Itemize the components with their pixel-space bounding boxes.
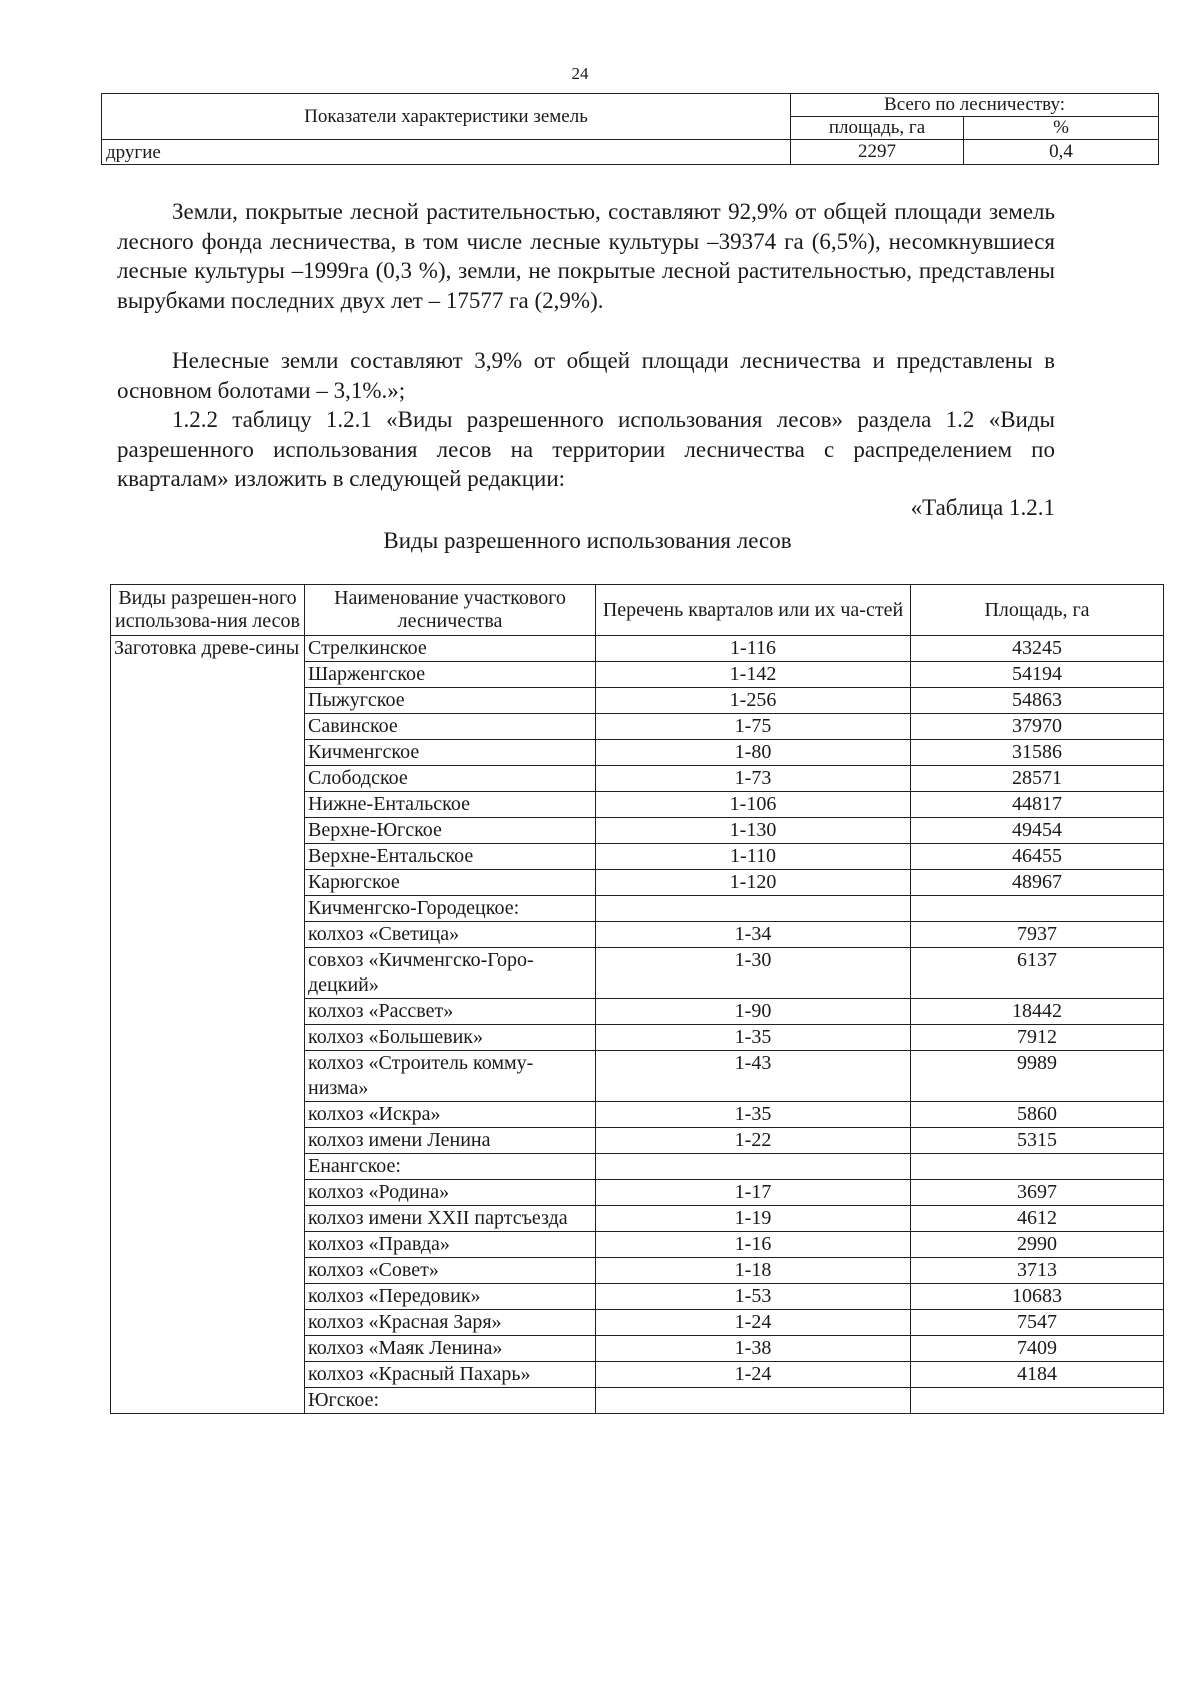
quarters-cell: 1-24 xyxy=(596,1310,911,1336)
quarters-cell: 1-130 xyxy=(596,818,911,844)
area-cell: 2990 xyxy=(911,1232,1164,1258)
quarters-cell: 1-256 xyxy=(596,688,911,714)
quarters-cell: 1-18 xyxy=(596,1258,911,1284)
header-quarters: Перечень кварталов или их ча-стей xyxy=(596,585,911,636)
area-cell: 7937 xyxy=(911,922,1164,948)
quarters-cell: 1-17 xyxy=(596,1180,911,1206)
summary-row xyxy=(102,140,1159,165)
area-cell: 5315 xyxy=(911,1128,1164,1154)
area-cell: 6137 xyxy=(911,948,1164,999)
forestry-name-cell: колхоз «Рассвет» xyxy=(305,999,596,1025)
forestry-name-cell: колхоз «Искра» xyxy=(305,1102,596,1128)
area-cell: 54863 xyxy=(911,688,1164,714)
paragraph-forest-cover xyxy=(117,197,1055,315)
area-cell: 4184 xyxy=(911,1362,1164,1388)
forestry-name-cell: Пыжугское xyxy=(305,688,596,714)
forestry-name-cell: колхоз «Совет» xyxy=(305,1258,596,1284)
forestry-name-cell: Слободское xyxy=(305,766,596,792)
area-cell: 18442 xyxy=(911,999,1164,1025)
quarters-cell: 1-43 xyxy=(596,1051,911,1102)
paragraph-text: 1.2.2 таблицу 1.2.1 «Виды разрешенного использования лесов» раздела 1.2 «Виды разрешенного использования лесов на территории лесничества с распределением по кварталам» изложить в следующей редакции: xyxy=(117,407,1055,491)
quarters-cell: 1-120 xyxy=(596,870,911,896)
quarters-cell: 1-16 xyxy=(596,1232,911,1258)
forestry-name-cell: Верхне-Ентальское xyxy=(305,844,596,870)
header-area: Площадь, га xyxy=(911,585,1164,636)
area-cell: 10683 xyxy=(911,1284,1164,1310)
forest-use-table xyxy=(110,584,1164,1414)
quarters-cell: 1-38 xyxy=(596,1336,911,1362)
area-cell: 7547 xyxy=(911,1310,1164,1336)
area-cell: 7409 xyxy=(911,1336,1164,1362)
forestry-name-cell: колхоз имени Ленина xyxy=(305,1128,596,1154)
area-cell: 3713 xyxy=(911,1258,1164,1284)
paragraph-non-forest xyxy=(117,346,1055,405)
quarters-cell: 1-80 xyxy=(596,740,911,766)
forestry-name-cell: Енангское: xyxy=(305,1154,596,1180)
quarters-cell: 1-35 xyxy=(596,1102,911,1128)
quarters-cell xyxy=(596,1154,911,1180)
quarters-cell: 1-24 xyxy=(596,1362,911,1388)
use-type-cell: Заготовка древе-сины xyxy=(111,636,305,1414)
paragraph-text: Земли, покрытые лесной растительностью, составляют 92,9% от общей площади земель лесного фонда лесничества, в том числе лесные культуры –39374 га (6,5%), несомкнувшиеся лесные культуры –1999га (0,3 %), земли, не покрытые лесной растительностью, представлены вырубками последних двух лет – 17577 га (2,9%). xyxy=(117,199,1055,313)
forestry-name-cell: колхоз «Родина» xyxy=(305,1180,596,1206)
area-cell: 37970 xyxy=(911,714,1164,740)
forestry-name-cell: Нижне-Ентальское xyxy=(305,792,596,818)
forestry-name-cell: колхоз «Строитель комму-низма» xyxy=(305,1051,596,1102)
forestry-name-cell: колхоз «Светица» xyxy=(305,922,596,948)
summary-table xyxy=(101,93,1159,165)
quarters-cell: 1-34 xyxy=(596,922,911,948)
forestry-name-cell: колхоз «Красный Пахарь» xyxy=(305,1362,596,1388)
area-cell xyxy=(911,896,1164,922)
forestry-name-cell: Карюгское xyxy=(305,870,596,896)
table-header-row xyxy=(111,585,1164,636)
forestry-name-cell: колхоз «Передовик» xyxy=(305,1284,596,1310)
forestry-name-cell: колхоз «Правда» xyxy=(305,1232,596,1258)
forestry-name-cell: Верхне-Югское xyxy=(305,818,596,844)
table-title: Виды разрешенного использования лесов xyxy=(383,528,792,553)
table-row xyxy=(111,636,1164,662)
area-cell: 9989 xyxy=(911,1051,1164,1102)
area-cell: 46455 xyxy=(911,844,1164,870)
area-cell: 3697 xyxy=(911,1180,1164,1206)
quarters-cell: 1-90 xyxy=(596,999,911,1025)
page-number: 24 xyxy=(571,64,589,83)
quarters-cell: 1-73 xyxy=(596,766,911,792)
table-reference: «Таблица 1.2.1 xyxy=(910,495,1055,520)
area-cell: 28571 xyxy=(911,766,1164,792)
area-cell: 49454 xyxy=(911,818,1164,844)
forestry-name-cell: Савинское xyxy=(305,714,596,740)
forestry-name-cell: Югское: xyxy=(305,1388,596,1414)
forestry-name-cell: Шарженгское xyxy=(305,662,596,688)
quarters-cell xyxy=(596,1388,911,1414)
area-cell: 54194 xyxy=(911,662,1164,688)
summary-header-group: Всего по лесничеству: xyxy=(791,94,1159,117)
area-cell: 31586 xyxy=(911,740,1164,766)
quarters-cell: 1-116 xyxy=(596,636,911,662)
forestry-name-cell: Кичменгско-Городецкое: xyxy=(305,896,596,922)
quarters-cell: 1-19 xyxy=(596,1206,911,1232)
paragraph-amendment xyxy=(117,405,1055,494)
quarters-cell: 1-30 xyxy=(596,948,911,999)
forestry-name-cell: колхоз «Большевик» xyxy=(305,1025,596,1051)
quarters-cell: 1-22 xyxy=(596,1128,911,1154)
summary-row-label: другие xyxy=(102,140,791,165)
quarters-cell: 1-110 xyxy=(596,844,911,870)
area-cell: 4612 xyxy=(911,1206,1164,1232)
area-cell: 43245 xyxy=(911,636,1164,662)
area-cell: 7912 xyxy=(911,1025,1164,1051)
area-cell: 48967 xyxy=(911,870,1164,896)
summary-row-pct: 0,4 xyxy=(964,140,1159,165)
area-cell: 44817 xyxy=(911,792,1164,818)
quarters-cell: 1-75 xyxy=(596,714,911,740)
area-cell xyxy=(911,1154,1164,1180)
summary-header-label: Показатели характеристики земель xyxy=(102,94,791,140)
area-cell xyxy=(911,1388,1164,1414)
forestry-name-cell: Кичменгское xyxy=(305,740,596,766)
summary-header-pct: % xyxy=(964,117,1159,140)
forestry-name-cell: колхоз «Маяк Ленина» xyxy=(305,1336,596,1362)
quarters-cell: 1-142 xyxy=(596,662,911,688)
area-cell: 5860 xyxy=(911,1102,1164,1128)
paragraph-text: Нелесные земли составляют 3,9% от общей площади лесничества и представлены в основном болотами – 3,1%.»; xyxy=(117,348,1055,403)
forestry-name-cell: совхоз «Кичменгско-Горо-децкий» xyxy=(305,948,596,999)
forestry-name-cell: Стрелкинское xyxy=(305,636,596,662)
summary-header-area: площадь, га xyxy=(791,117,964,140)
quarters-cell: 1-106 xyxy=(596,792,911,818)
forestry-name-cell: колхоз имени XXII партсъезда xyxy=(305,1206,596,1232)
summary-row-area: 2297 xyxy=(791,140,964,165)
quarters-cell: 1-35 xyxy=(596,1025,911,1051)
header-forestry-name: Наименование участкового лесничества xyxy=(305,585,596,636)
header-use-type: Виды разрешен-ного использова-ния лесов xyxy=(111,585,305,636)
quarters-cell: 1-53 xyxy=(596,1284,911,1310)
forestry-name-cell: колхоз «Красная Заря» xyxy=(305,1310,596,1336)
quarters-cell xyxy=(596,896,911,922)
